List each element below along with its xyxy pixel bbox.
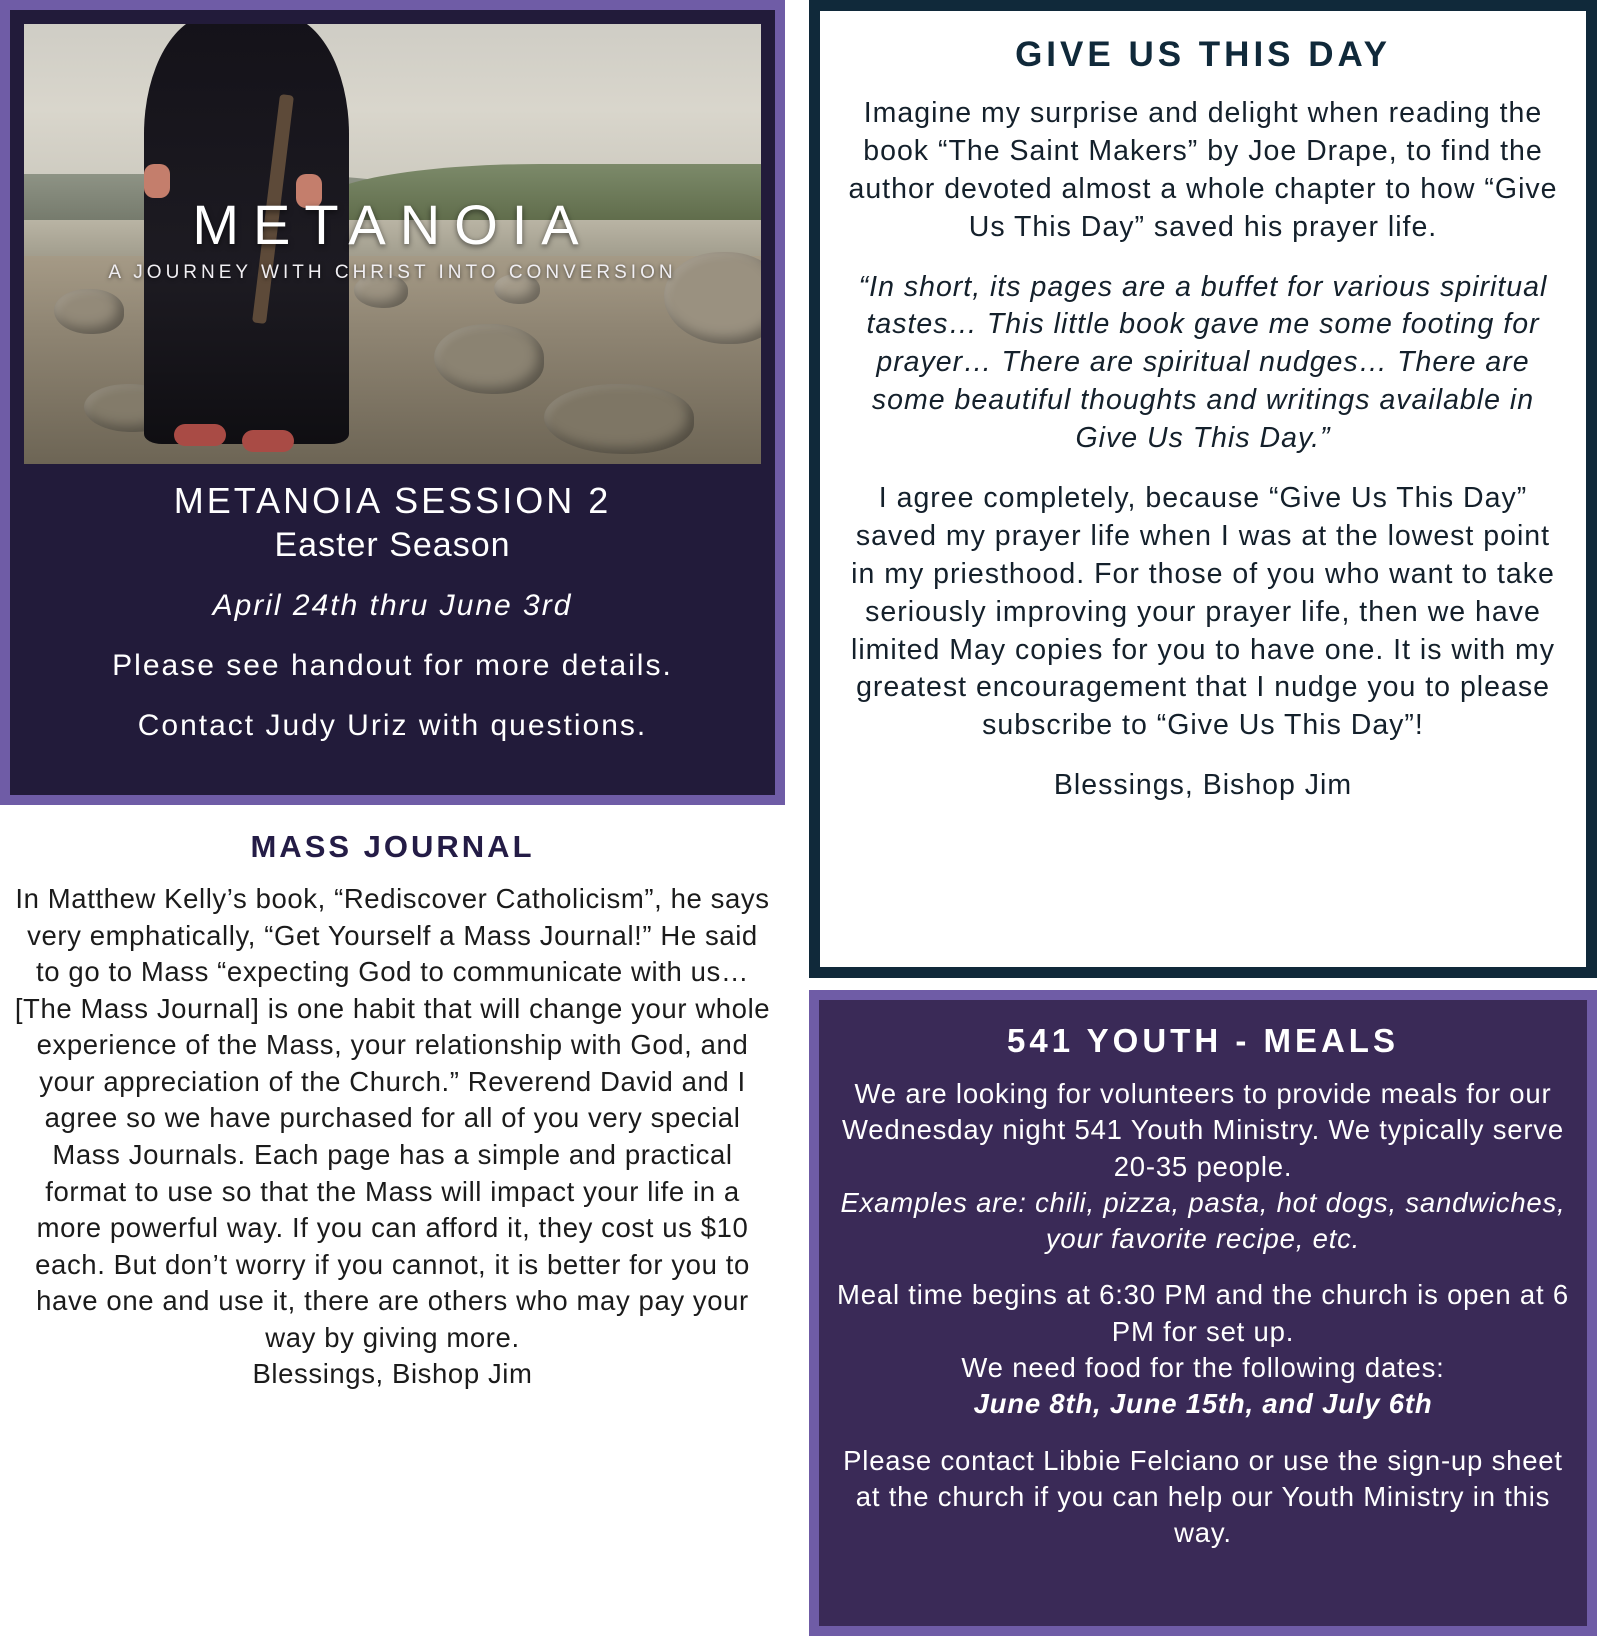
give-us-this-day-quote: “In short, its pages are a buffet for various spiritual tastes… This little book gave me some footing for prayer… There are spiritual nudges… There are some beautiful thoughts and writings available in Give Us This Day.”	[858, 270, 1548, 455]
metanoia-banner-title: METANOIA	[192, 193, 593, 256]
metanoia-handout-note: Please see handout for more details.	[112, 649, 673, 683]
youth-meals-paragraph-3: We need food for the following dates:	[961, 1352, 1445, 1384]
give-us-this-day-paragraph-1: Imagine my surprise and delight when reading the book “The Saint Makers” by Joe Drape, to find the author devoted almost a whole chapter to how “Give Us This Day” saved his prayer life.	[848, 97, 1558, 243]
give-us-this-day-heading: GIVE US THIS DAY	[1015, 35, 1391, 74]
mass-journal-signature: Blessings, Bishop Jim	[252, 1358, 533, 1390]
mass-journal-body: In Matthew Kelly’s book, “Rediscover Catholicism”, he says very emphatically, “Get Yourself a Mass Journal!” He said to go to Mass “expecting God to communicate with us… [The Mass Journal] is one habit that will change your whole experience of the Mass, your relationship with God, and your appreciation of the Church.” Reverend David and I agree so we have purchased for all of you very special Mass Journals. Each page has a simple and practical format to use so that the Mass will impact your life in a more powerful way. If you can afford it, they cost us $10 each. But don’t worry if you cannot, it is better for you to have one and use it, there are others who may pay your way by giving more.	[14, 883, 771, 1353]
youth-meals-card	[809, 990, 1597, 1636]
metanoia-banner-subtitle: A JOURNEY WITH CHRIST INTO CONVERSION	[108, 262, 677, 283]
youth-meals-paragraph-2: Meal time begins at 6:30 PM and the church is open at 6 PM for set up.	[837, 1279, 1569, 1347]
photo-shoe	[242, 430, 294, 452]
youth-meals-panel	[819, 1000, 1587, 1626]
metanoia-contact-note: Contact Judy Uriz with questions.	[137, 709, 648, 743]
youth-meals-heading: 541 YOUTH - MEALS	[1007, 1022, 1399, 1059]
metanoia-panel	[10, 10, 775, 795]
give-us-this-day-paragraph-2: I agree completely, because “Give Us This Day” saved my prayer life when I was at the lowest point in my priesthood. For those of you who want to take seriously improving your prayer life, then we have limited May copies for you to have one. It is with my greatest encouragement that I nudge you to please subscribe to “Give Us This Day”!	[850, 482, 1556, 742]
metanoia-season: Easter Season	[274, 526, 511, 564]
metanoia-card	[0, 0, 785, 805]
give-us-this-day-panel	[820, 11, 1586, 967]
youth-meals-dates: June 8th, June 15th, and July 6th	[973, 1388, 1433, 1420]
metanoia-photo	[24, 24, 761, 464]
mass-journal-section	[0, 815, 785, 1393]
metanoia-dates: April 24th thru June 3rd	[212, 589, 573, 623]
photo-rock	[434, 324, 544, 394]
left-column	[0, 0, 795, 1636]
youth-meals-paragraph-1: We are looking for volunteers to provide meals for our Wednesday night 541 Youth Ministry. We typically serve 20-35 people.	[842, 1078, 1564, 1182]
youth-meals-paragraph-4: Please contact Libbie Felciano or use the sign-up sheet at the church if you can help our Youth Ministry in this way.	[843, 1444, 1563, 1549]
right-column	[800, 0, 1600, 1636]
metanoia-text-block	[24, 464, 761, 743]
give-us-this-day-card	[809, 0, 1597, 978]
metanoia-session-title: METANOIA SESSION 2	[173, 480, 612, 521]
give-us-this-day-signature: Blessings, Bishop Jim	[1053, 769, 1353, 802]
photo-rock	[54, 289, 124, 334]
youth-meals-examples: Examples are: chili, pizza, pasta, hot dogs, sandwiches, your favorite recipe, etc.	[840, 1186, 1566, 1255]
mass-journal-heading: MASS JOURNAL	[250, 829, 535, 864]
photo-shoe	[174, 424, 226, 446]
